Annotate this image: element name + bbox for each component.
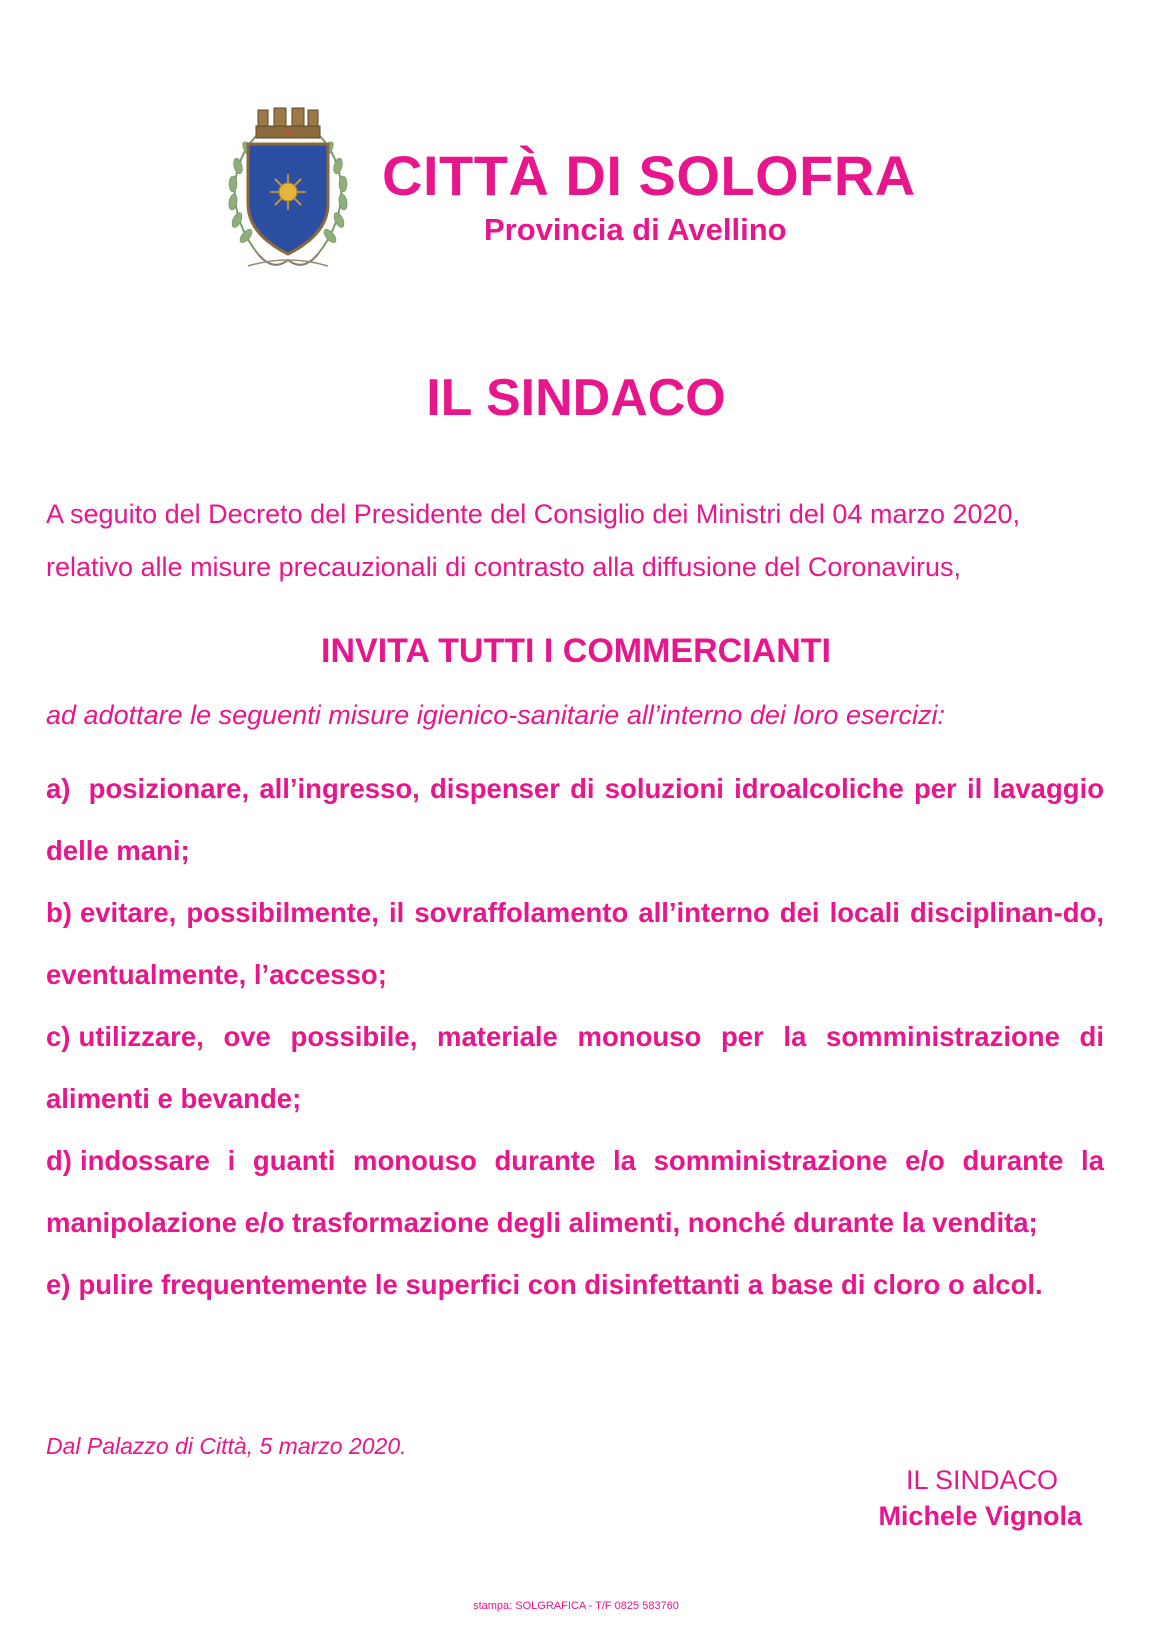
city-title: CITTÀ DI SOLOFRA	[382, 144, 916, 207]
measure-item	[46, 882, 1104, 1006]
intro-line-1: A seguito del Decreto del Presidente del Consiglio dei Ministri del 04 marzo 2020,	[46, 499, 1021, 529]
measure-text: utilizzare, ove possibile, materiale monouso per la somministrazione di alimenti e bevande;	[46, 1021, 1104, 1114]
measure-mark: e)	[46, 1269, 71, 1300]
invite-heading: INVITA TUTTI I COMMERCIANTI	[321, 632, 831, 670]
measure-item	[46, 1254, 1104, 1316]
measure-text: indossare i guanti monouso durante la somministrazione e/o durante la manipolazione e/o trasformazione degli alimenti, nonché durante la vendita;	[46, 1145, 1104, 1238]
signature-name: Michele Vignola	[878, 1501, 1082, 1531]
measure-mark: c)	[46, 1021, 71, 1052]
province-subtitle: Provincia di Avellino	[484, 212, 787, 247]
city-coat-of-arms	[218, 104, 358, 280]
intro-line-2: relativo alle misure precauzionali di contrasto alla diffusione del Coronavirus,	[46, 552, 961, 582]
measure-text: evitare, possibilmente, il sovraffolamento all’interno dei locali disciplinan-do, eventualmente, l’accesso;	[46, 897, 1104, 990]
measure-mark: b)	[46, 897, 72, 928]
measure-mark: d)	[46, 1145, 72, 1176]
mayor-heading: IL SINDACO	[426, 369, 726, 427]
intro-paragraph	[46, 488, 1106, 594]
measure-text: posizionare, all’ingresso, dispenser di soluzioni idroalcoliche per il lavaggio delle mani;	[46, 773, 1105, 866]
measure-item	[46, 1006, 1104, 1130]
measure-mark: a)	[46, 773, 71, 804]
measures-list	[46, 758, 1104, 1316]
signature-title: IL SINDACO	[905, 1465, 1058, 1495]
issue-date: Dal Palazzo di Città, 5 marzo 2020.	[46, 1433, 407, 1459]
printer-credit: stampa: SOLGRAFICA - T/F 0825 583760	[473, 1600, 679, 1612]
measure-item	[46, 1130, 1104, 1254]
measure-item	[46, 758, 1104, 882]
measure-text: pulire frequentemente le superfici con disinfettanti a base di cloro o alcol.	[78, 1269, 1043, 1300]
invite-subtitle: ad adottare le seguenti misure igienico-sanitarie all’interno dei loro esercizi:	[46, 700, 945, 730]
